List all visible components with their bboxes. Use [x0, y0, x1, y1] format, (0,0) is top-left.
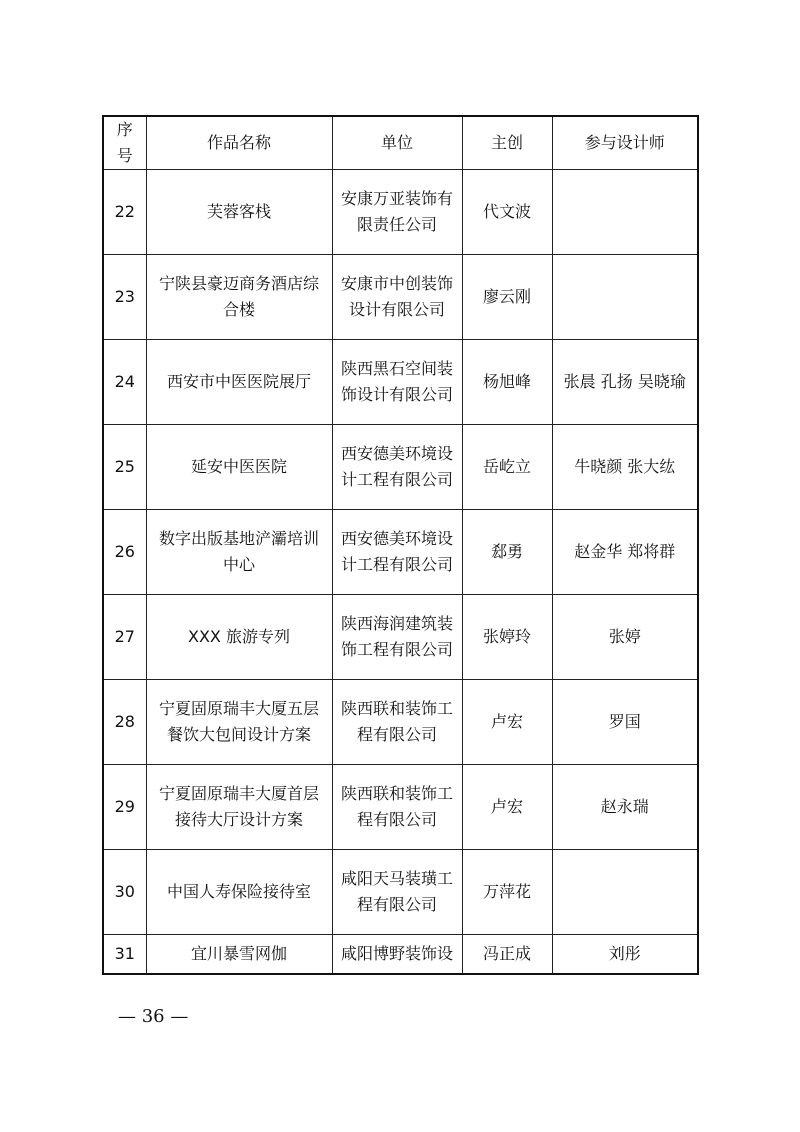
- work-name-line: 芙蓉客栈: [206, 202, 271, 221]
- lead-designer: 郄勇: [462, 510, 552, 595]
- unit-name-line: 程有限公司: [356, 725, 437, 744]
- unit-name-line: 限责任公司: [356, 215, 437, 234]
- row-index: 31: [103, 935, 146, 975]
- work-name-line: 中心: [222, 555, 255, 574]
- work-name: [146, 595, 332, 680]
- table-row: [103, 255, 698, 340]
- unit-name-line: 饰设计有限公司: [340, 385, 453, 404]
- row-index: 25: [103, 425, 146, 510]
- work-name-line: 接待大厅设计方案: [174, 810, 303, 829]
- participant-designers: 刘彤: [552, 935, 698, 975]
- awards-table: [102, 115, 699, 975]
- lead-designer: 廖云刚: [462, 255, 552, 340]
- participant-designers: [552, 170, 698, 255]
- header-participants: 参与设计师: [552, 116, 698, 170]
- work-name-line: 宜川暴雪网伽: [190, 944, 287, 963]
- unit-name-line: 计工程有限公司: [340, 555, 453, 574]
- lead-designer: 卢宏: [462, 680, 552, 765]
- unit-name-line: 安康万亚装饰有: [340, 189, 453, 208]
- unit-name: [332, 510, 462, 595]
- participant-designers: [552, 850, 698, 935]
- work-name-line: 数字出版基地浐灞培训: [158, 529, 319, 548]
- work-name-line: 餐饮大包间设计方案: [166, 725, 311, 744]
- unit-name: [332, 850, 462, 935]
- unit-name-line: 安康市中创装饰: [340, 274, 453, 293]
- table-row: [103, 680, 698, 765]
- work-name-line: 西安市中医医院展厅: [166, 372, 311, 391]
- work-name-line: 延安中医医院: [190, 457, 287, 476]
- table-row: [103, 595, 698, 680]
- unit-name-line: 陕西海润建筑装: [340, 614, 453, 633]
- row-index: 28: [103, 680, 146, 765]
- work-name: [146, 170, 332, 255]
- row-index: 30: [103, 850, 146, 935]
- unit-name-line: 咸阳博野装饰设: [340, 944, 453, 963]
- unit-name: [332, 680, 462, 765]
- table-row: [103, 425, 698, 510]
- unit-name-line: 西安德美环境设: [340, 444, 453, 463]
- work-name-line: XXX 旅游专列: [188, 627, 290, 646]
- work-name: [146, 680, 332, 765]
- header-index: [103, 116, 146, 170]
- table-row: [103, 170, 698, 255]
- lead-designer: 万萍花: [462, 850, 552, 935]
- participant-designers: 张婷: [552, 595, 698, 680]
- unit-name-line: 设计有限公司: [348, 300, 445, 319]
- row-index: 26: [103, 510, 146, 595]
- unit-name-line: 程有限公司: [356, 895, 437, 914]
- participant-designers: 罗国: [552, 680, 698, 765]
- work-name-line: 中国人寿保险接待室: [166, 882, 311, 901]
- work-name: [146, 425, 332, 510]
- work-name: [146, 765, 332, 850]
- row-index: 27: [103, 595, 146, 680]
- unit-name-line: 咸阳天马装璜工: [340, 869, 453, 888]
- unit-name: [332, 425, 462, 510]
- unit-name-line: 计工程有限公司: [340, 470, 453, 489]
- participant-designers: 张晨 孔扬 吴晓瑜: [552, 340, 698, 425]
- row-index: 22: [103, 170, 146, 255]
- page-number: — 36 —: [118, 1006, 189, 1027]
- row-index: 23: [103, 255, 146, 340]
- participant-designers: 赵金华 郑将群: [552, 510, 698, 595]
- unit-name-line: 西安德美环境设: [340, 529, 453, 548]
- unit-name-line: 陕西黑石空间装: [340, 359, 453, 378]
- work-name-line: 宁陕县豪迈商务酒店综: [158, 274, 319, 293]
- table-header-row: [103, 116, 698, 170]
- table-row: [103, 935, 698, 975]
- header-lead-designer: 主创: [462, 116, 552, 170]
- lead-designer: 杨旭峰: [462, 340, 552, 425]
- header-unit: 单位: [332, 116, 462, 170]
- unit-name-line: 程有限公司: [356, 810, 437, 829]
- row-index: 29: [103, 765, 146, 850]
- unit-name: [332, 340, 462, 425]
- header-index-line: 号: [116, 146, 133, 165]
- work-name: [146, 935, 332, 975]
- unit-name: [332, 595, 462, 680]
- unit-name-line: 陕西联和装饰工: [340, 699, 453, 718]
- work-name-line: 宁夏固原瑞丰大厦五层: [158, 699, 319, 718]
- participant-designers: [552, 255, 698, 340]
- unit-name: [332, 935, 462, 975]
- unit-name-line: 陕西联和装饰工: [340, 784, 453, 803]
- row-index: 24: [103, 340, 146, 425]
- table-row: [103, 850, 698, 935]
- work-name: [146, 850, 332, 935]
- participant-designers: 牛晓颜 张大纮: [552, 425, 698, 510]
- header-index-line: 序: [116, 120, 133, 139]
- lead-designer: 冯正成: [462, 935, 552, 975]
- table-row: [103, 340, 698, 425]
- lead-designer: 卢宏: [462, 765, 552, 850]
- work-name: [146, 255, 332, 340]
- lead-designer: 代文波: [462, 170, 552, 255]
- work-name-line: 合楼: [222, 300, 255, 319]
- table-row: [103, 765, 698, 850]
- lead-designer: 岳屹立: [462, 425, 552, 510]
- work-name: [146, 510, 332, 595]
- work-name: [146, 340, 332, 425]
- table-row: [103, 510, 698, 595]
- lead-designer: 张婷玲: [462, 595, 552, 680]
- header-work-name: 作品名称: [146, 116, 332, 170]
- participant-designers: 赵永瑞: [552, 765, 698, 850]
- work-name-line: 宁夏固原瑞丰大厦首层: [158, 784, 319, 803]
- unit-name: [332, 170, 462, 255]
- unit-name: [332, 255, 462, 340]
- table-body: [103, 170, 698, 975]
- unit-name: [332, 765, 462, 850]
- unit-name-line: 饰工程有限公司: [340, 640, 453, 659]
